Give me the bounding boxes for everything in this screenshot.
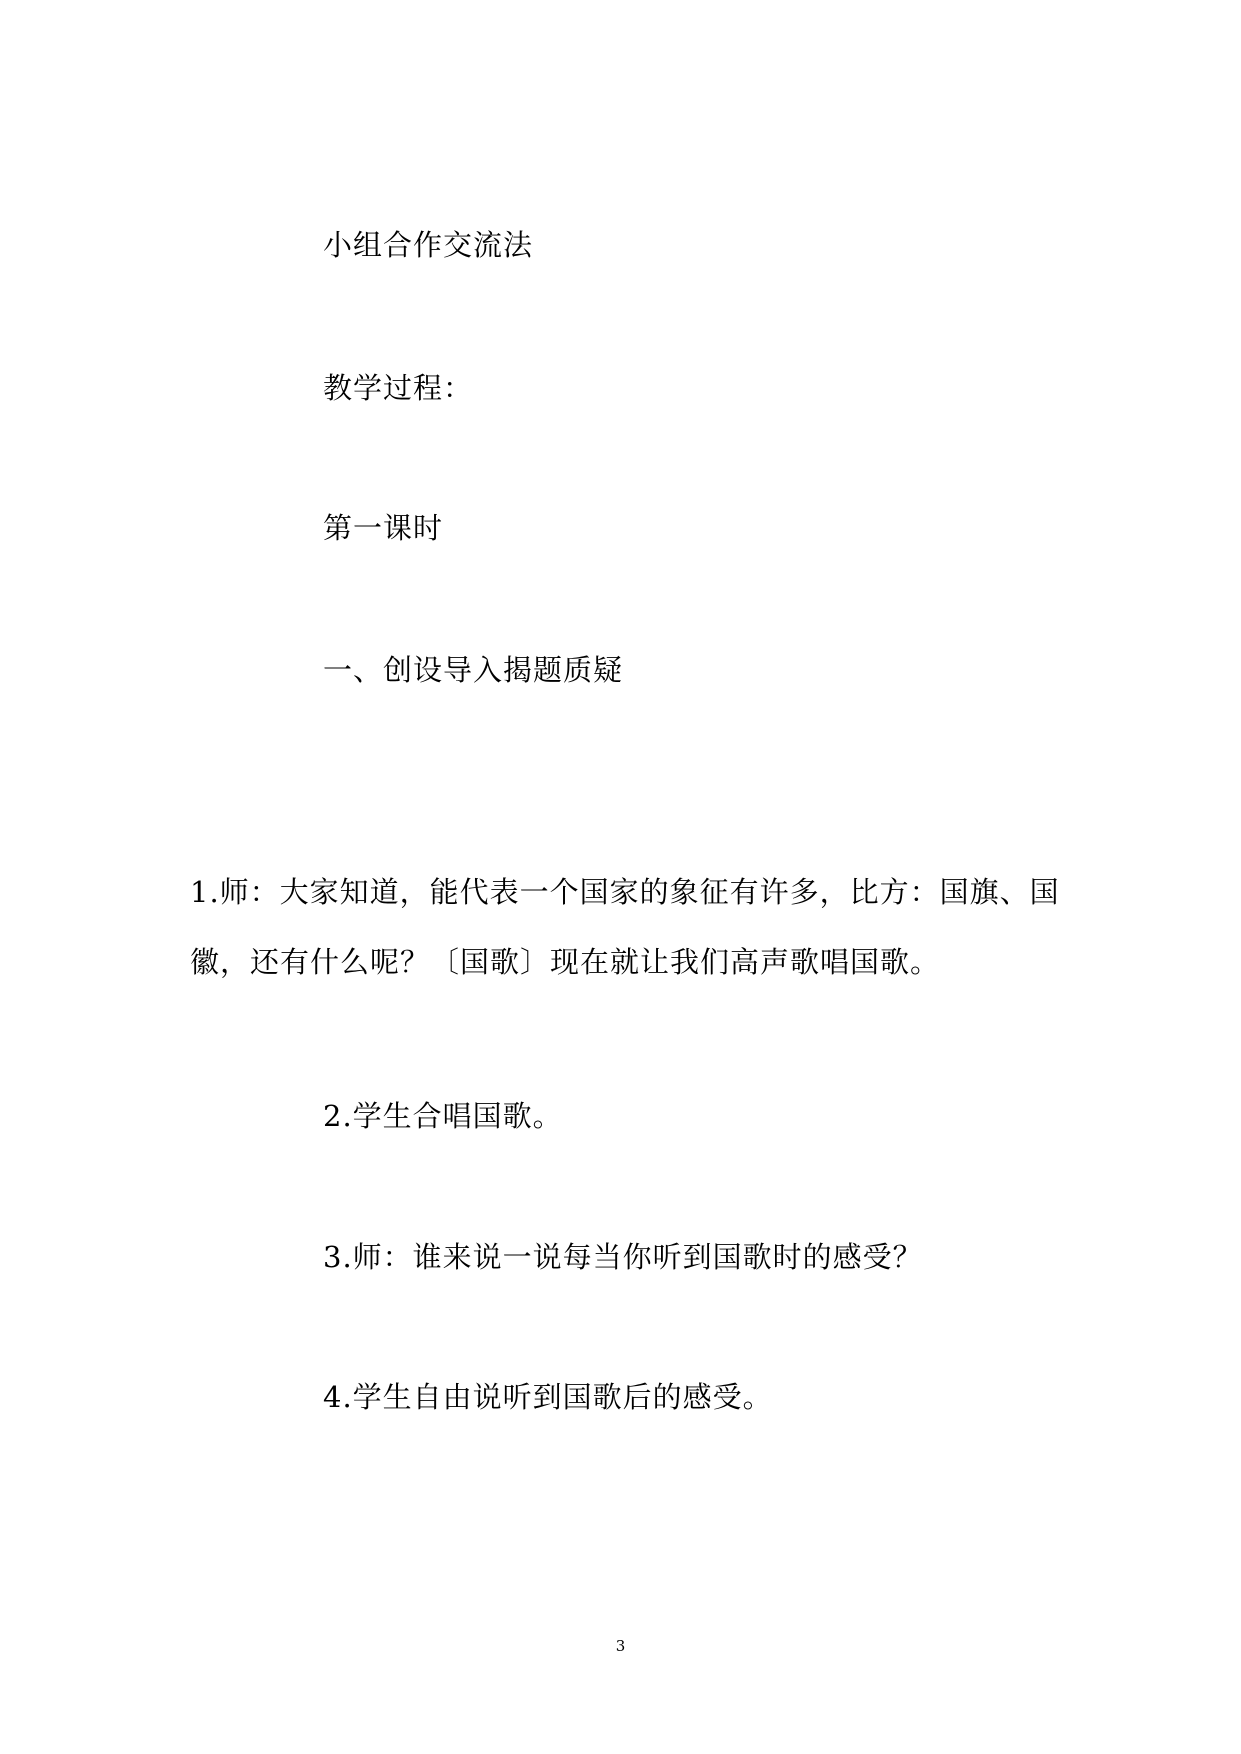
paragraph-line: 1.师：大家知道，能代表一个国家的象征有许多，比方：国旗、国 bbox=[190, 875, 1060, 909]
step-heading: 一、创设导入揭题质疑 bbox=[323, 653, 624, 687]
list-item: 4.学生自由说听到国歌后的感受。 bbox=[323, 1380, 773, 1414]
page-number: 3 bbox=[615, 1637, 626, 1655]
method-line: 小组合作交流法 bbox=[323, 228, 534, 262]
section-heading-teaching-process: 教学过程： bbox=[323, 371, 474, 405]
lesson-period-heading: 第一课时 bbox=[323, 511, 444, 545]
list-item: 3.师：谁来说一说每当你听到国歌时的感受？ bbox=[323, 1240, 923, 1274]
paragraph-line: 徽，还有什么呢？〔国歌〕现在就让我们高声歌唱国歌。 bbox=[190, 945, 941, 979]
list-item: 2.学生合唱国歌。 bbox=[323, 1099, 563, 1133]
